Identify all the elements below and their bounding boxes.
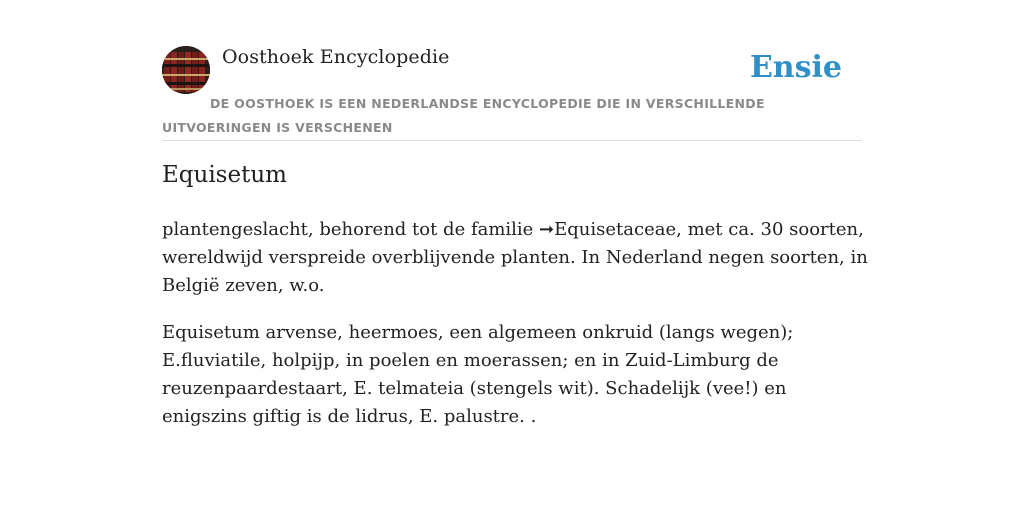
site-avatar[interactable] xyxy=(162,46,210,94)
article-title: Equisetum xyxy=(162,162,287,188)
brand-logo[interactable]: Ensie xyxy=(749,50,842,85)
article-paragraph: Equisetum arvense, heermoes, een algemeen onkruid (langs wegen); E.fluviatile, holpijp, in poelen en moerassen; en in Zuid-Limburg de reuzenpaardestaart, E. telmateia (stengels wit). Schadelijk (vee!) en enigszins giftig is de lidrus, E. palustre. . xyxy=(162,322,794,427)
site-tagline: DE OOSTHOEK IS EEN NEDERLANDSE ENCYCLOPEDIE DIE IN VERSCHILLENDE UITVOERINGEN IS VERSCHENEN xyxy=(162,96,765,135)
book-spines-icon xyxy=(162,46,210,94)
site-title[interactable]: Oosthoek Encyclopedie xyxy=(222,46,450,68)
article-paragraph: plantengeslacht, behorend tot de familie ➞Equisetaceae, met ca. 30 soorten, wereldwijd verspreide overblijvende planten. In Nederland negen soorten, in België zeven, w.o. xyxy=(162,219,868,296)
site-header xyxy=(162,44,862,141)
